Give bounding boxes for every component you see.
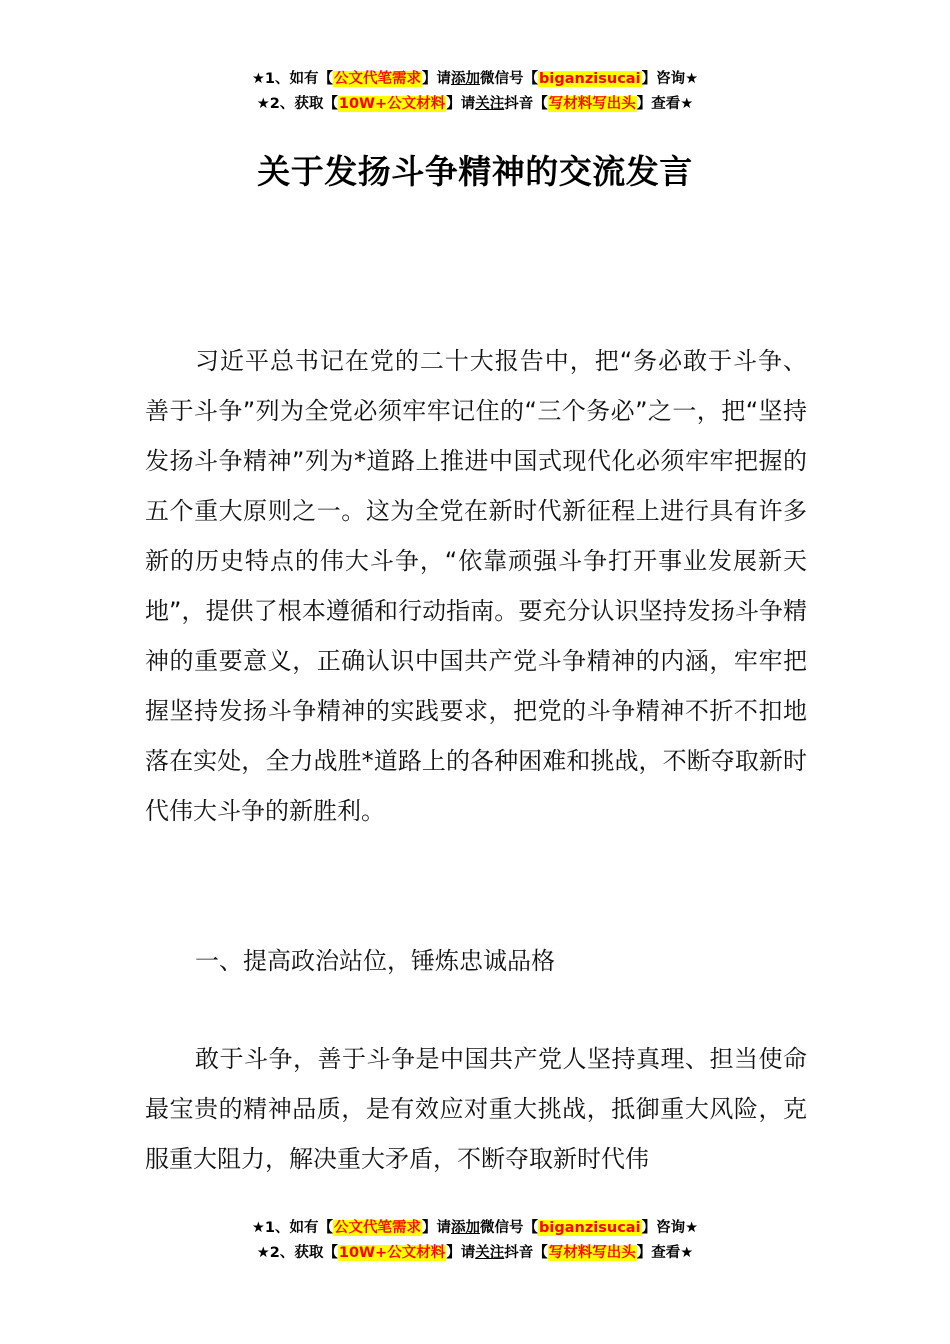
banner-text: ★1、如有【	[251, 1220, 334, 1236]
body-paragraph: 敢于斗争，善于斗争是中国共产党人坚持真理、担当使命最宝贵的精神品质，是有效应对重大挑战，抵御重大风险，克服重大阻力，解决重大矛盾，不断夺取新时代伟	[145, 1045, 807, 1173]
banner-text: 微信号【	[480, 71, 539, 87]
banner-text: 】请	[422, 1220, 452, 1236]
body-paragraph: 习近平总书记在党的二十大报告中，把“务必敢于斗争、善于斗争”列为全党必须牢牢记住的“三个务必”之一，把“坚持发扬斗争精神”列为*道路上推进中国式现代化必须牢牢把握的五个重大原则之一。这为全党在新时代新征程上进行具有许多新的历史特点的伟大斗争，“依靠顽强斗争打开事业发展新天地”，提供了根本遵循和行动指南。要充分认识坚持发扬斗争精神的重要意义，正确认识中国共产党斗争精神的内涵，牢牢把握坚持发扬斗争精神的实践要求，把党的斗争精神不折不扣地落在实处，全力战胜*道路上的各种困难和挑战，不断夺取新时代伟大斗争的新胜利。	[145, 347, 807, 825]
footer-banner	[0, 1216, 950, 1266]
banner-text: ★1、如有【	[251, 71, 334, 87]
banner-text: 】请	[422, 71, 452, 87]
banner-underlined-text: 关注	[475, 1245, 505, 1261]
banner-text: 微信号【	[480, 1220, 539, 1236]
banner-line-1	[0, 67, 950, 92]
banner-highlight: 公文代笔需求	[334, 71, 422, 87]
banner-line-2	[0, 1241, 950, 1266]
section-heading: 一、提高政治站位，锤炼忠诚品格	[195, 947, 555, 975]
banner-text: ★2、获取【	[256, 96, 338, 112]
banner-text: ★2、获取【	[256, 1245, 338, 1261]
section-heading-container	[145, 936, 807, 986]
body-paragraph-1-container	[145, 336, 807, 836]
banner-underlined-text: 添加	[451, 1220, 481, 1236]
banner-underlined-text: 关注	[475, 96, 505, 112]
banner-text: 】查看★	[636, 1245, 694, 1261]
banner-highlight: 写材料写出头	[548, 96, 636, 112]
banner-text: 】咨询★	[641, 71, 699, 87]
banner-highlight: 10W+公文材料	[338, 96, 446, 112]
banner-text: 】请	[446, 96, 476, 112]
banner-text: 】查看★	[636, 96, 694, 112]
document-title: 关于发扬斗争精神的交流发言	[257, 152, 693, 191]
banner-underlined-text: 添加	[451, 71, 481, 87]
banner-text: 抖音【	[504, 1245, 548, 1261]
banner-line-1	[0, 1216, 950, 1241]
banner-text: 】请	[446, 1245, 476, 1261]
banner-highlight: 写材料写出头	[548, 1245, 636, 1261]
body-paragraph-2-container	[145, 1034, 807, 1184]
header-banner	[0, 67, 950, 117]
banner-text: 抖音【	[504, 96, 548, 112]
banner-line-2	[0, 92, 950, 117]
banner-highlight: biganzisucai	[539, 71, 641, 87]
banner-text: 】咨询★	[641, 1220, 699, 1236]
banner-highlight: biganzisucai	[539, 1220, 641, 1236]
banner-highlight: 公文代笔需求	[334, 1220, 422, 1236]
banner-highlight: 10W+公文材料	[338, 1245, 446, 1261]
